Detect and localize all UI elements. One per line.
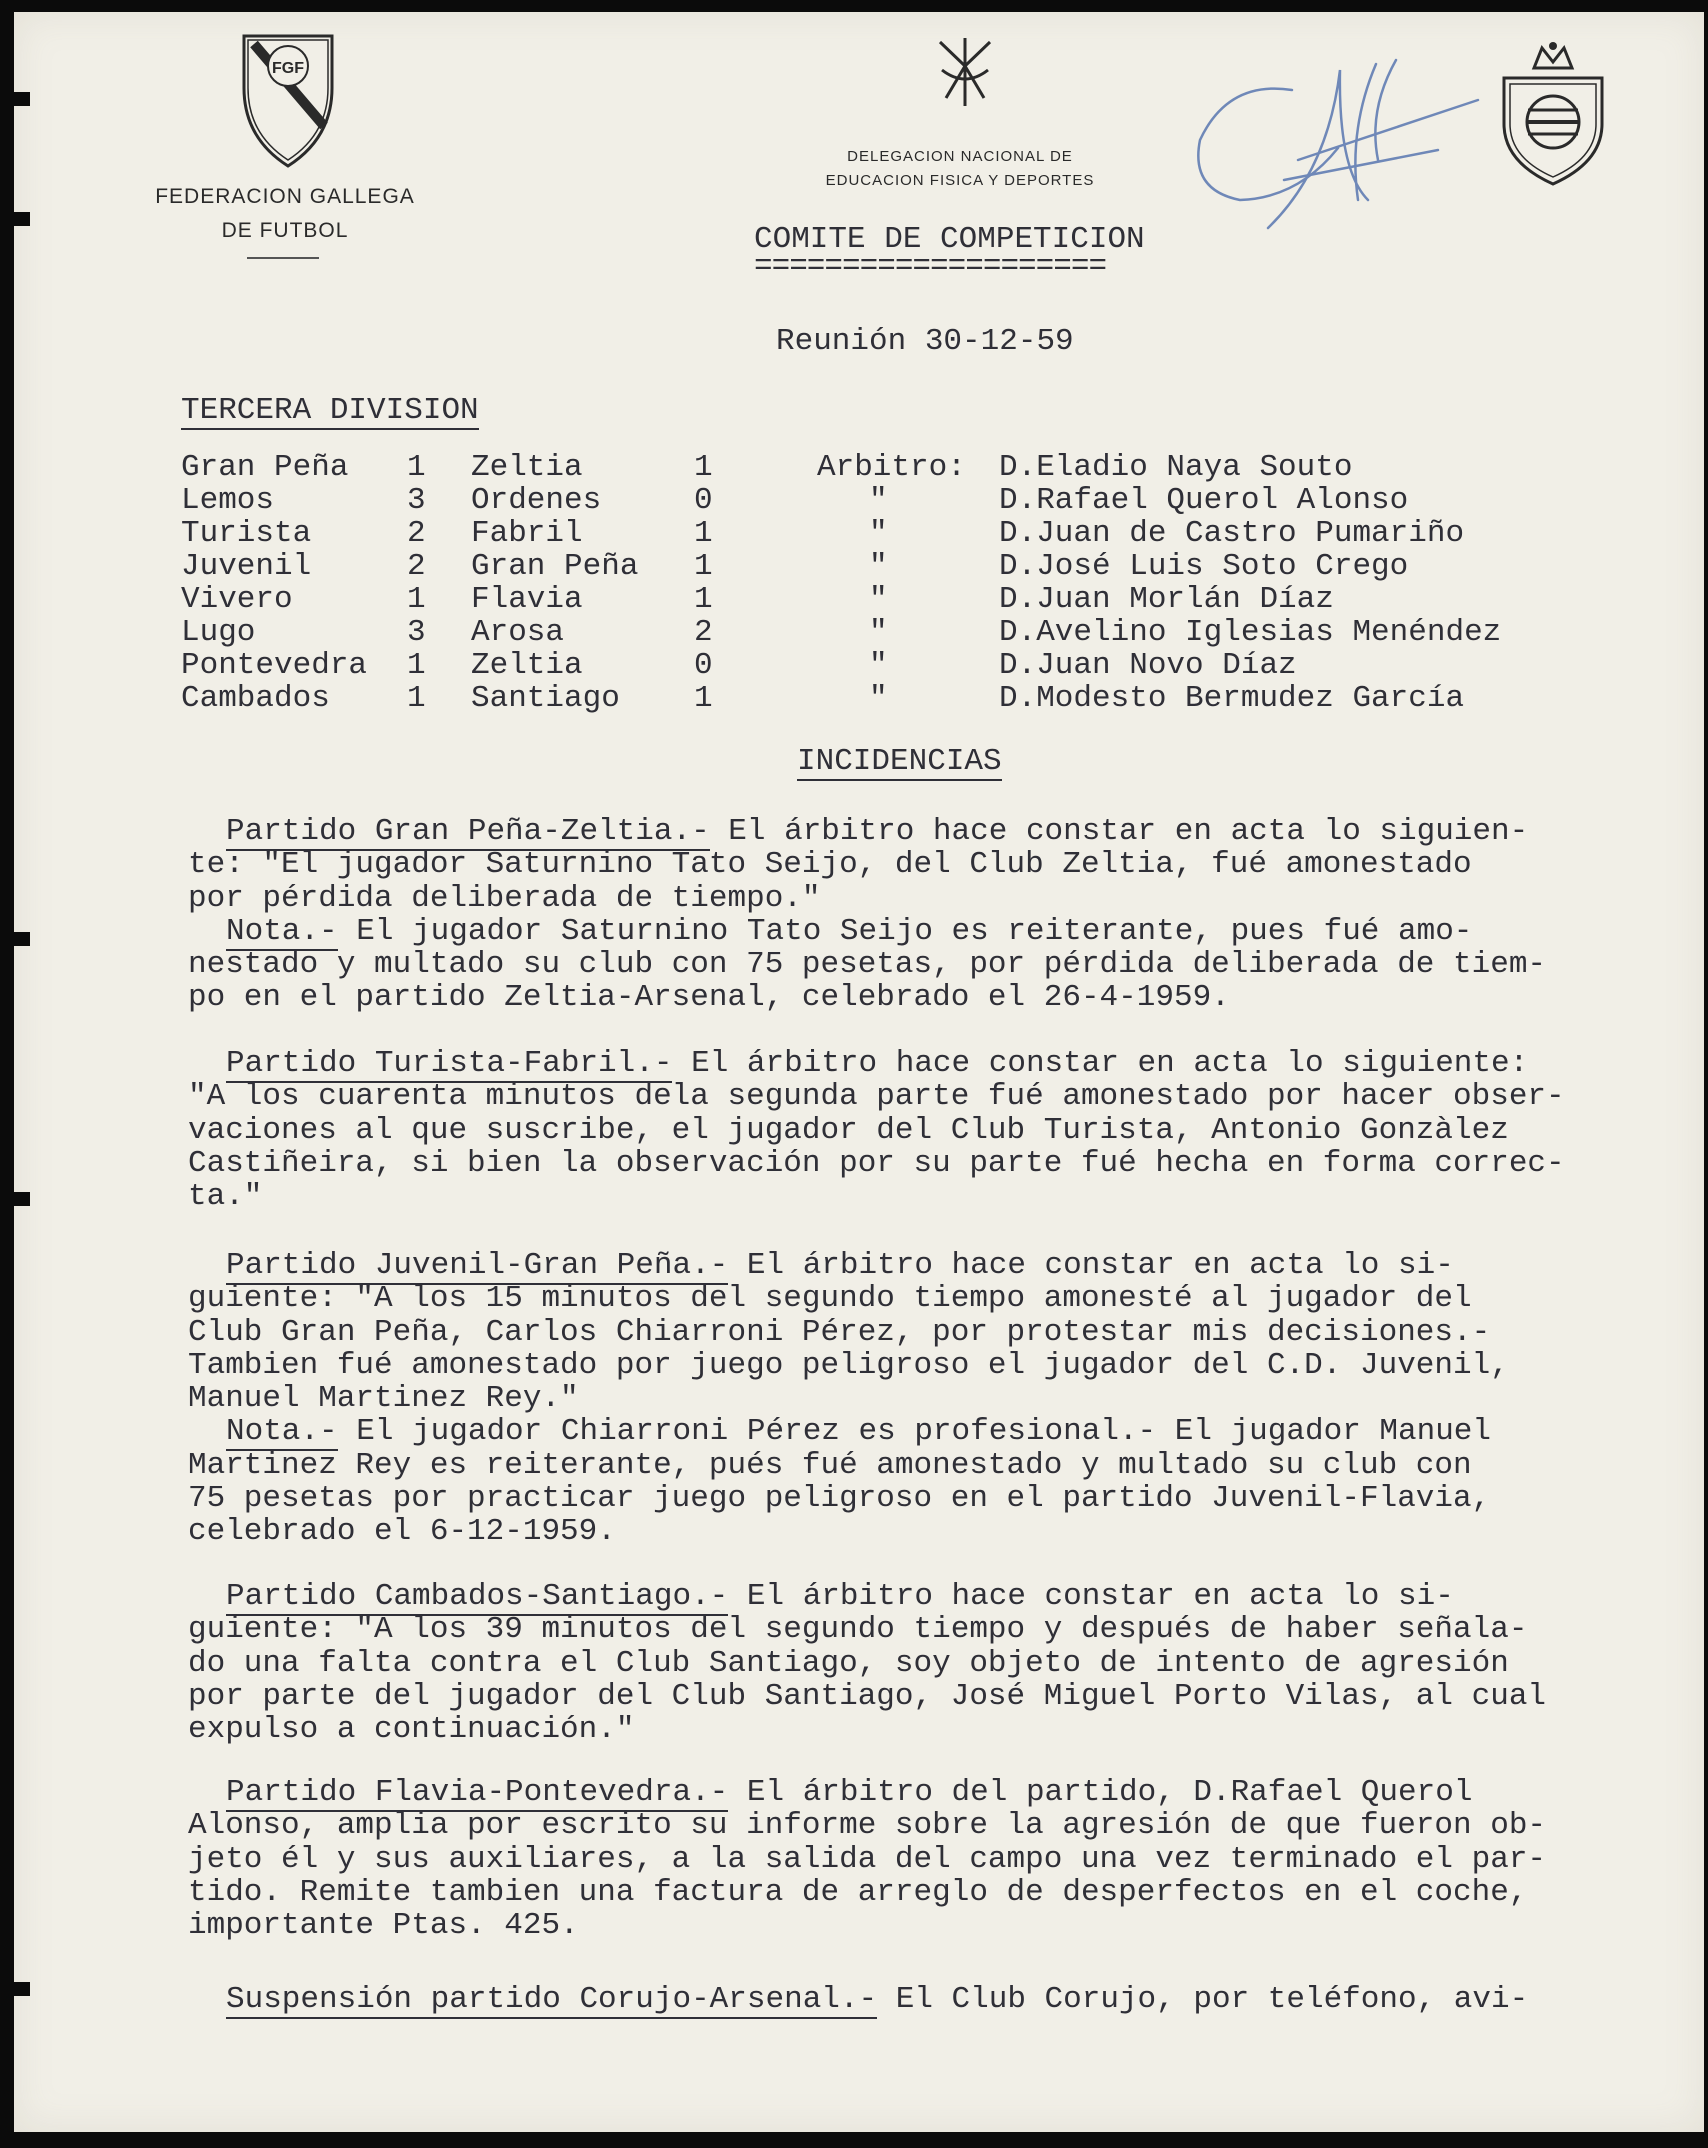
note-first-line: El jugador Saturnino Tato Seijo es reiterante, pues fué amo- (337, 913, 1473, 949)
referee-name: D.Modesto Bermudez García (999, 681, 1465, 716)
referee-name: D.Avelino Iglesias Menéndez (999, 615, 1502, 650)
away-score: 1 (694, 450, 713, 485)
division-title (181, 393, 479, 428)
referee-name: D.Juan Novo Díaz (999, 648, 1297, 683)
note-body: nestado y multado su club con 75 pesetas, por pérdida deliberada de tiem- po en el partido Zeltia-Arsenal, celebrado el 26-4-1959. (188, 947, 1547, 1016)
federation-name-line: DE FUTBOL (221, 219, 349, 242)
note-body: Martinez Rey es reiterante, pués fué amonestado y multado su club con 75 pesetas por practicar juego peligroso en el partido Juvenil-Flavia, celebrado el 6-12-1959. (188, 1447, 1491, 1550)
away-team: Zeltia (471, 648, 583, 683)
home-team: Juvenil (181, 549, 312, 584)
home-score: 2 (407, 516, 426, 551)
incident-body: te: "El jugador Saturnino Tato Seijo, del Club Zeltia, fué amonestado por pérdida deliberada de tiempo." (188, 847, 1472, 916)
home-score: 1 (407, 681, 426, 716)
away-team: Ordenes (471, 483, 602, 518)
home-team: Gran Peña (181, 450, 349, 485)
incident-heading: Suspensión partido Corujo-Arsenal.- (226, 1982, 878, 2017)
referee-name: D.Rafael Querol Alonso (999, 483, 1409, 518)
incident-first-line: El Club Corujo, por teléfono, avi- (877, 1982, 1529, 2017)
incident-body: Alonso, amplia por escrito su informe sobre la agresión de que fueron ob- jeto él y sus auxiliares, a la salida del campo una vez terminado el par- tido. Remite tambien una factura de arreglo de desperfectos en el coche, importante Ptas. 425. (188, 1808, 1547, 1944)
meeting-date: Reunión 30-12-59 (776, 324, 1074, 359)
home-score: 1 (407, 648, 426, 683)
home-team: Vivero (181, 582, 293, 617)
away-score: 1 (694, 681, 713, 716)
incident-first-line: El árbitro hace constar en acta lo si- (728, 1248, 1454, 1283)
committee-title-rule: ==================== (754, 249, 1107, 284)
ditto-mark: " (869, 549, 888, 584)
away-score: 0 (694, 483, 713, 518)
incident-heading: Partido Gran Peña-Zeltia.- (226, 814, 710, 849)
referee-name: D.José Luis Soto Crego (999, 549, 1409, 584)
delegation-line: EDUCACION FISICA Y DEPORTES (825, 172, 1095, 189)
delegation-name (780, 145, 1140, 193)
away-team: Flavia (471, 582, 583, 617)
home-score: 1 (407, 450, 426, 485)
incidents-title (797, 744, 1002, 779)
incident-heading: Partido Juvenil-Gran Peña.- (226, 1248, 729, 1283)
ditto-mark: " (869, 615, 888, 650)
note-first-line: El jugador Chiarroni Pérez es profesional.- El jugador Manuel (337, 1414, 1492, 1450)
federation-underline (247, 257, 319, 259)
incident-heading: Partido Flavia-Pontevedra.- (226, 1775, 729, 1810)
federation-name (130, 180, 440, 248)
incident-block (188, 1047, 1565, 1213)
ditto-mark: " (869, 648, 888, 683)
ditto-mark: " (869, 582, 888, 617)
incident-block (188, 1776, 1546, 1942)
away-score: 0 (694, 648, 713, 683)
away-score: 2 (694, 615, 713, 650)
binding-hole (14, 932, 30, 946)
royal-crest-icon (1498, 38, 1608, 188)
federation-crest-icon (240, 30, 336, 170)
incident-block (188, 1580, 1546, 1746)
incident-first-line: El árbitro hace constar en acta lo si- (728, 1579, 1454, 1614)
incident-heading: Partido Cambados-Santiago.- (226, 1579, 729, 1614)
home-score: 2 (407, 549, 426, 584)
home-team: Lugo (181, 615, 256, 650)
note-heading: Nota.- (226, 1414, 338, 1450)
delegation-line: DELEGACION NACIONAL DE (847, 148, 1073, 165)
binding-hole (14, 1982, 30, 1996)
binding-hole (14, 212, 30, 226)
home-team: Lemos (181, 483, 275, 518)
away-team: Arosa (471, 615, 565, 650)
incident-block (188, 1249, 1509, 1549)
away-team: Gran Peña (471, 549, 639, 584)
referee-name: D.Juan de Castro Pumariño (999, 516, 1465, 551)
handwritten-signature (1188, 50, 1488, 240)
incident-first-line: El árbitro hace constar en acta lo siguiente: (672, 1046, 1529, 1081)
binding-hole (14, 92, 30, 106)
home-team: Pontevedra (181, 648, 368, 683)
federation-name-line: FEDERACION GALLEGA (155, 185, 415, 208)
crest-lettering: FGF (272, 60, 304, 77)
incident-block (188, 815, 1546, 1015)
binding-hole (14, 1192, 30, 1206)
ditto-mark: " (869, 483, 888, 518)
home-score: 3 (407, 615, 426, 650)
note-heading: Nota.- (226, 913, 338, 949)
home-score: 3 (407, 483, 426, 518)
incident-first-line: El árbitro del partido, D.Rafael Querol (728, 1775, 1473, 1810)
ditto-mark: " (869, 681, 888, 716)
incidents-title-text: INCIDENCIAS (797, 744, 1002, 779)
yoke-arrows-emblem-icon (932, 36, 998, 112)
home-team: Turista (181, 516, 312, 551)
incident-heading: Partido Turista-Fabril.- (226, 1046, 673, 1081)
home-score: 1 (407, 582, 426, 617)
away-team: Zeltia (471, 450, 583, 485)
ditto-mark: " (869, 516, 888, 551)
home-team: Cambados (181, 681, 330, 716)
incident-body: guiente: "A los 39 minutos del segundo tiempo y después de haber señala- do una falta contra el Club Santiago, soy objeto de intento de agresión por parte del jugador del Club Santiago, José Miguel Porto Vilas, al cual expulso a continuación." (188, 1612, 1547, 1748)
away-team: Santiago (471, 681, 620, 716)
away-score: 1 (694, 549, 713, 584)
referee-name: D.Eladio Naya Souto (999, 450, 1353, 485)
referee-name: D.Juan Morlán Díaz (999, 582, 1334, 617)
incident-first-line: El árbitro hace constar en acta lo siguien- (709, 814, 1529, 849)
committee-title: COMITE DE COMPETICION (754, 222, 1145, 257)
incident-body: guiente: "A los 15 minutos del segundo tiempo amonesté al jugador del Club Gran Peña, Carlos Chiarroni Pérez, por protestar mis decisiones.- Tambien fué amonestado por juego peligroso el jugador del C.D. Juvenil, Manuel Martinez Rey." (188, 1281, 1509, 1417)
referee-label: Arbitro: (817, 450, 966, 485)
away-team: Fabril (471, 516, 583, 551)
incident-body: "A los cuarenta minutos dela segunda parte fué amonestado por hacer obser- vaciones al que suscribe, el jugador del Club Turista, Antonio Gonzàlez Castiñeira, si bien la observación por su parte fué hecha en forma correc- ta." (188, 1079, 1565, 1215)
away-score: 1 (694, 516, 713, 551)
away-score: 1 (694, 582, 713, 617)
division-title-text: TERCERA DIVISION (181, 393, 479, 428)
incident-block (188, 1983, 1528, 2016)
